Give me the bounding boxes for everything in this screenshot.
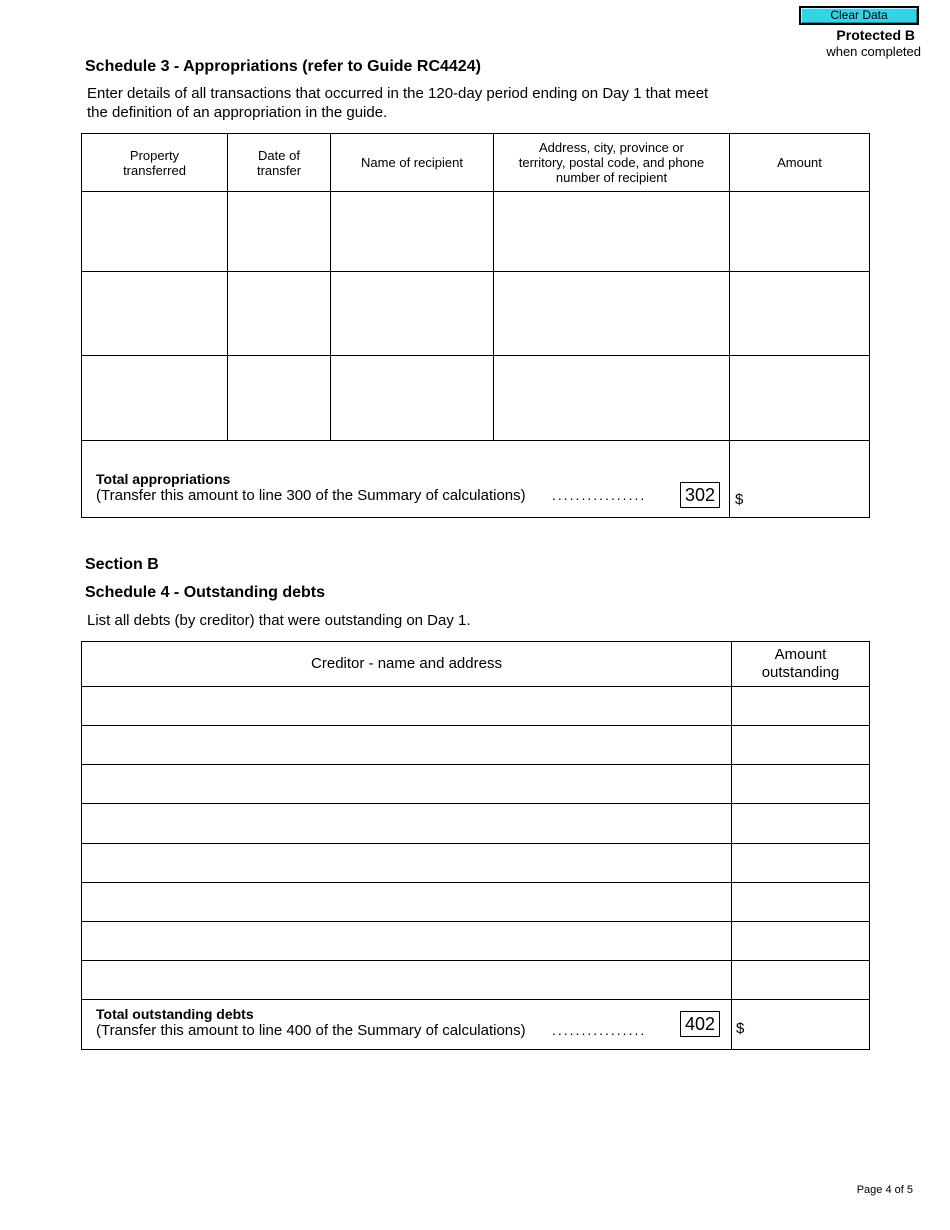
total-appropriations-title: Total appropriations xyxy=(96,471,231,487)
protected-b-label: Protected B xyxy=(836,27,915,43)
schedule3-intro-line2: the definition of an appropriation in the guide. xyxy=(87,104,388,121)
amount-input[interactable] xyxy=(730,192,870,272)
date-input[interactable] xyxy=(228,192,331,272)
recipient-name-input[interactable] xyxy=(331,272,494,356)
creditor-input[interactable] xyxy=(82,961,732,1000)
amount-outstanding-input[interactable] xyxy=(732,687,870,726)
table-row xyxy=(82,687,870,726)
amount-outstanding-input[interactable] xyxy=(732,765,870,804)
table-row xyxy=(82,961,870,1000)
line-302-box: 302 xyxy=(680,482,720,508)
total-appropriations-amount-input[interactable] xyxy=(730,441,870,518)
amount-outstanding-input[interactable] xyxy=(732,726,870,765)
amount-outstanding-input[interactable] xyxy=(732,961,870,1000)
table-row xyxy=(82,356,870,441)
dollar-sign: $ xyxy=(736,1020,745,1037)
page-number: Page 4 of 5 xyxy=(856,1184,913,1196)
creditor-input[interactable] xyxy=(82,844,732,883)
recipient-address-input[interactable] xyxy=(494,192,730,272)
amount-input[interactable] xyxy=(730,356,870,441)
appropriations-header-row xyxy=(82,134,870,192)
total-debts-row xyxy=(82,1000,870,1050)
total-appropriations-label-cell xyxy=(82,441,730,518)
creditor-input[interactable] xyxy=(82,804,732,844)
amount-outstanding-input[interactable] xyxy=(732,844,870,883)
total-debts-instruction: (Transfer this amount to line 400 of the Summary of calculations) xyxy=(96,1022,526,1039)
col-property-transferred: Property transferred xyxy=(82,134,228,192)
total-appropriations-row xyxy=(82,441,870,518)
table-row xyxy=(82,765,870,804)
recipient-address-input[interactable] xyxy=(494,356,730,441)
outstanding-debts-table xyxy=(81,641,870,1050)
appropriations-table xyxy=(81,133,870,518)
table-row xyxy=(82,726,870,765)
table-row xyxy=(82,844,870,883)
recipient-name-input[interactable] xyxy=(331,356,494,441)
col-amount-outstanding: Amount outstanding xyxy=(732,642,870,687)
col-name-of-recipient: Name of recipient xyxy=(331,134,494,192)
col-creditor: Creditor - name and address xyxy=(82,642,732,687)
schedule3-intro xyxy=(87,84,708,122)
when-completed-label: when completed xyxy=(826,44,921,59)
col-date-of-transfer: Date of transfer xyxy=(228,134,331,192)
creditor-input[interactable] xyxy=(82,687,732,726)
clear-data-button[interactable]: Clear Data xyxy=(799,6,919,25)
schedule3-title: Schedule 3 - Appropriations (refer to Guide RC4424) xyxy=(85,58,481,75)
creditor-input[interactable] xyxy=(82,726,732,765)
section-b-title: Section B xyxy=(85,556,159,573)
schedule4-intro: List all debts (by creditor) that were outstanding on Day 1. xyxy=(87,612,471,629)
schedule3-intro-line1: Enter details of all transactions that occurred in the 120-day period ending on Day 1 that meet xyxy=(87,85,709,102)
total-debts-title: Total outstanding debts xyxy=(96,1006,254,1022)
creditor-input[interactable] xyxy=(82,883,732,922)
creditor-input[interactable] xyxy=(82,765,732,804)
table-row xyxy=(82,192,870,272)
recipient-address-input[interactable] xyxy=(494,272,730,356)
recipient-name-input[interactable] xyxy=(331,192,494,272)
col-address-of-recipient: Address, city, province or territory, postal code, and phone number of recipient xyxy=(494,134,730,192)
table-row xyxy=(82,272,870,356)
total-debts-amount-input[interactable] xyxy=(732,1000,870,1050)
dollar-sign: $ xyxy=(735,491,744,508)
leader-dots: ................ xyxy=(552,1022,647,1038)
line-402-box: 402 xyxy=(680,1011,720,1037)
amount-outstanding-input[interactable] xyxy=(732,804,870,844)
total-debts-label-cell xyxy=(82,1000,732,1050)
amount-input[interactable] xyxy=(730,272,870,356)
date-input[interactable] xyxy=(228,356,331,441)
property-input[interactable] xyxy=(82,272,228,356)
property-input[interactable] xyxy=(82,192,228,272)
creditor-input[interactable] xyxy=(82,922,732,961)
leader-dots: ................ xyxy=(552,487,647,503)
property-input[interactable] xyxy=(82,356,228,441)
date-input[interactable] xyxy=(228,272,331,356)
schedule4-title: Schedule 4 - Outstanding debts xyxy=(85,584,326,601)
debts-header-row xyxy=(82,642,870,687)
amount-outstanding-input[interactable] xyxy=(732,883,870,922)
total-appropriations-instruction: (Transfer this amount to line 300 of the Summary of calculations) xyxy=(96,487,526,504)
amount-outstanding-input[interactable] xyxy=(732,922,870,961)
table-row xyxy=(82,922,870,961)
table-row xyxy=(82,883,870,922)
col-amount: Amount xyxy=(730,134,870,192)
table-row xyxy=(82,804,870,844)
